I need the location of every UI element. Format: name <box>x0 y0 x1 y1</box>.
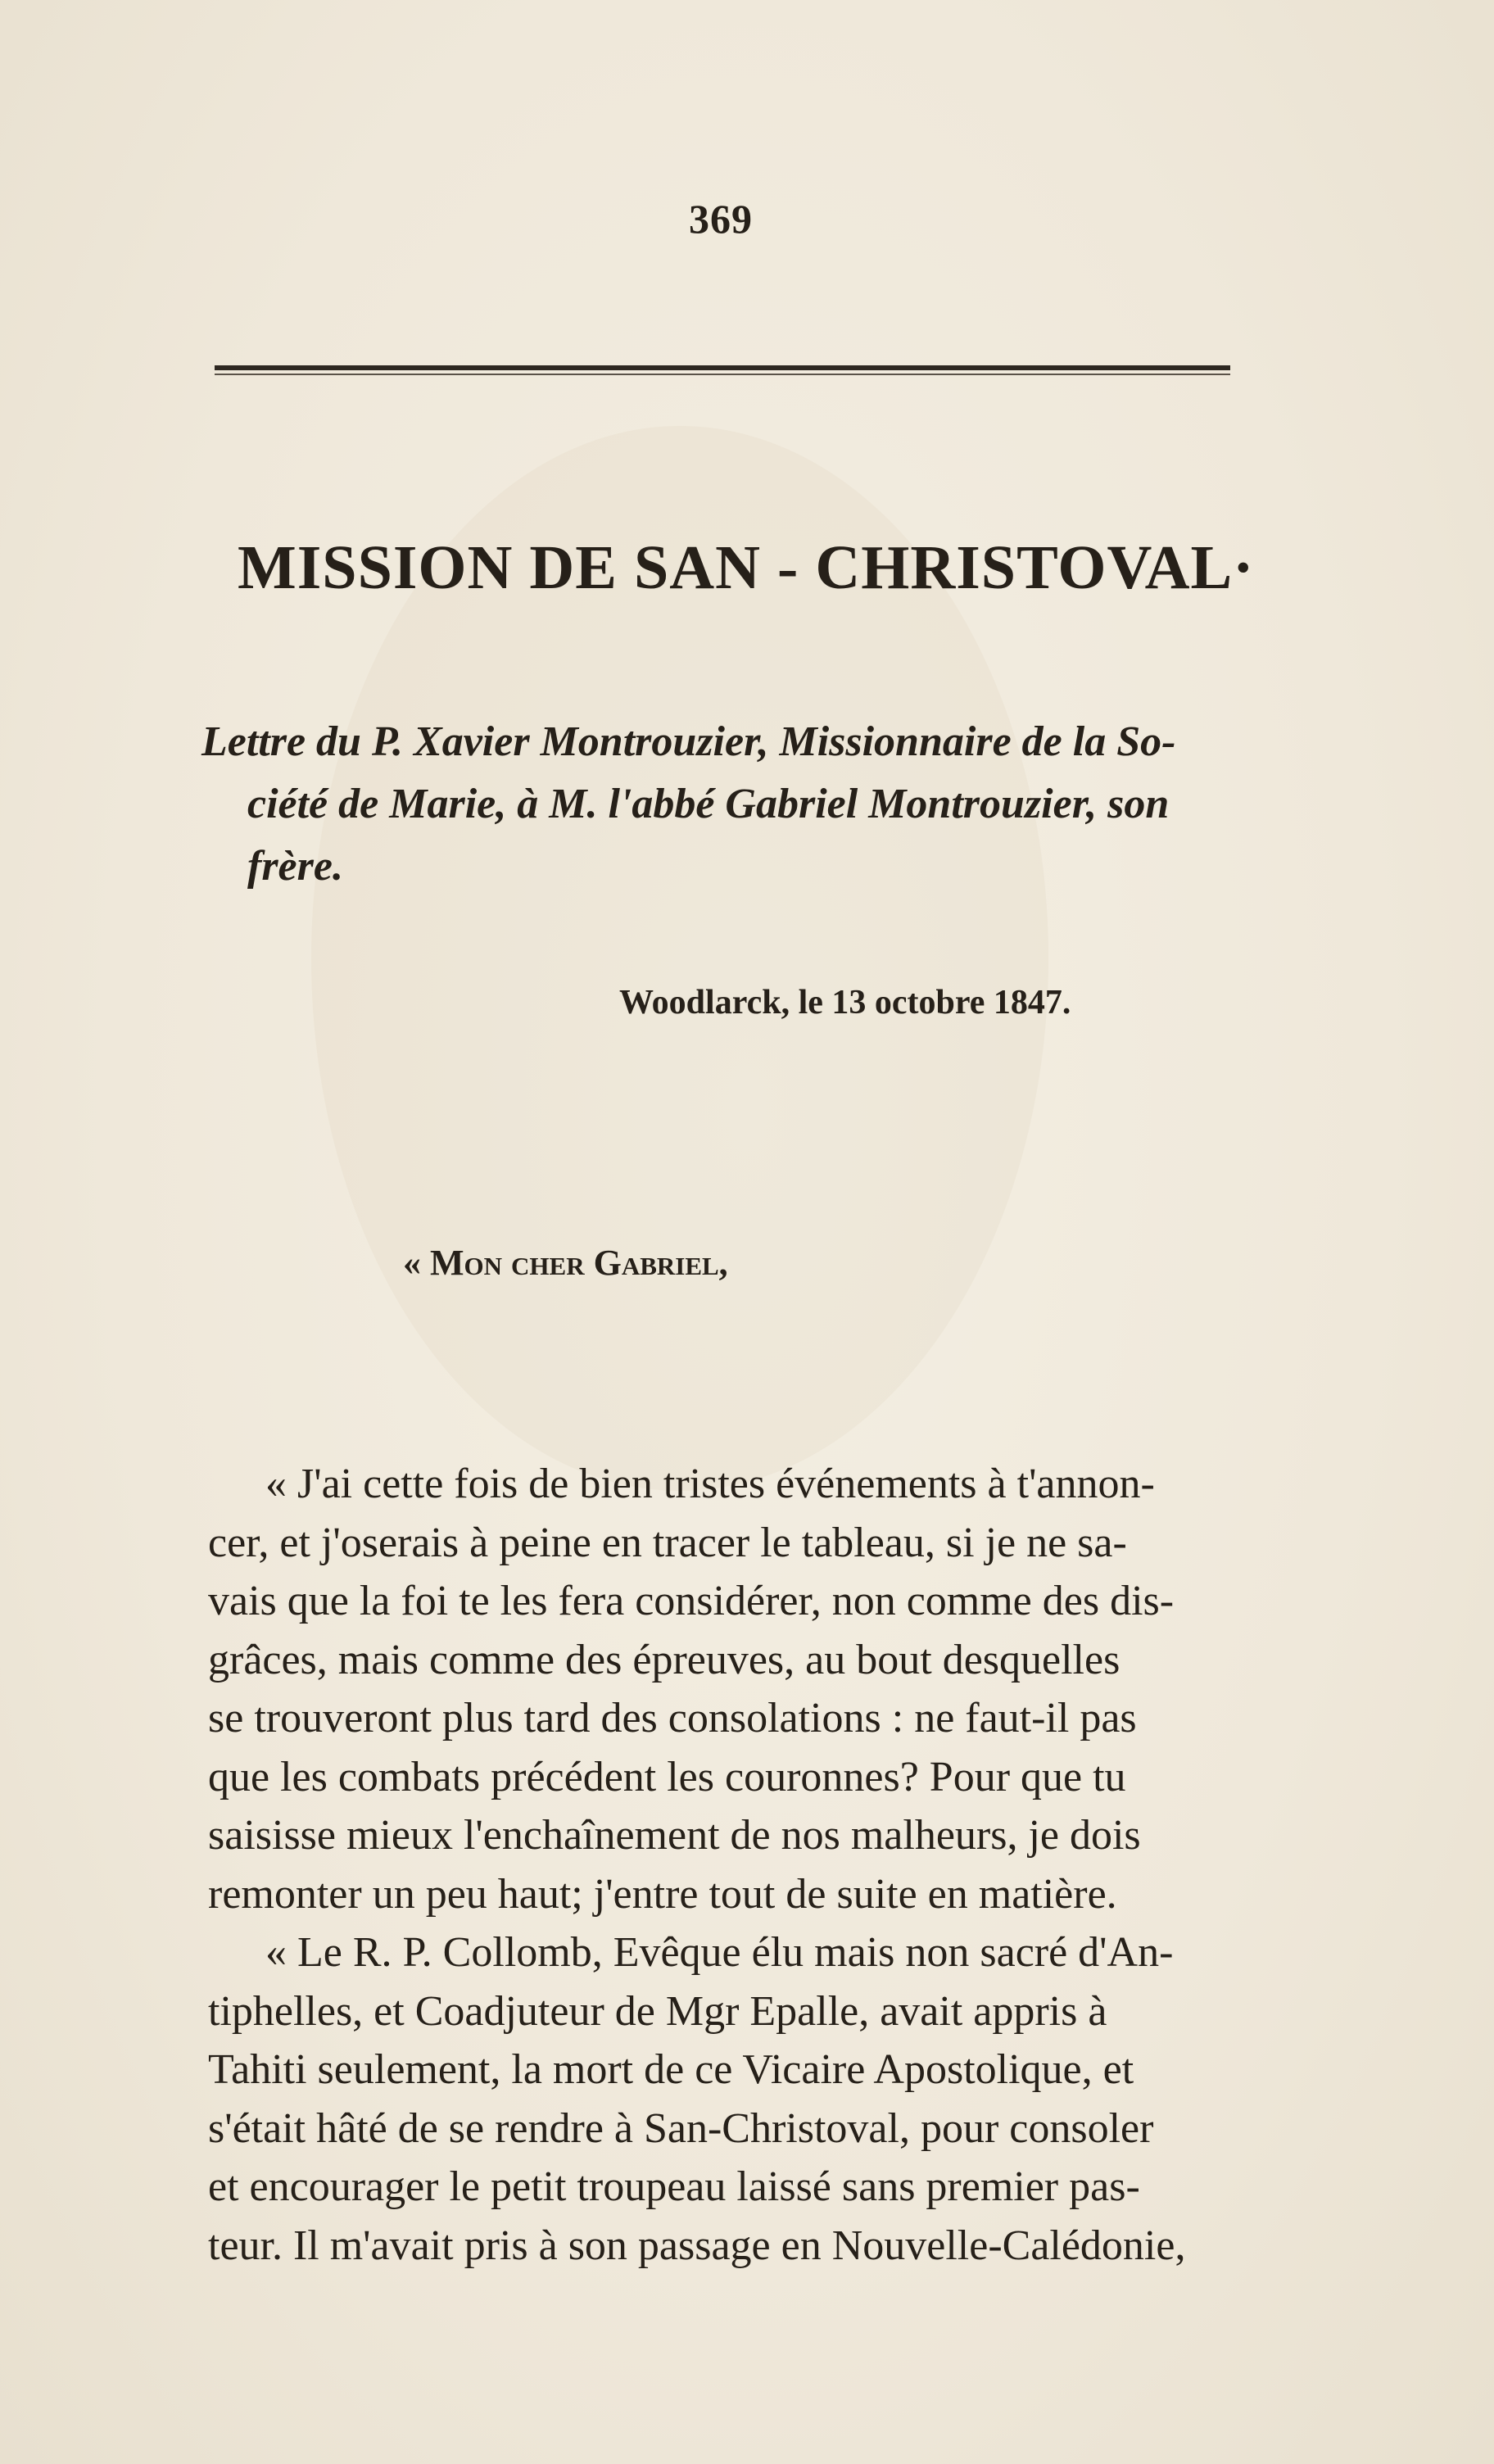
body-line: que les combats précédent les couronnes? Pour que tu <box>208 1753 1126 1800</box>
body-line: Tahiti seulement, la mort de ce Vicaire Apostolique, et <box>208 2046 1134 2093</box>
header-rule-thin <box>215 374 1230 375</box>
body-line: « J'ai cette fois de bien tristes événements à t'annon- <box>265 1461 1155 1507</box>
letter-body <box>208 1455 1273 2275</box>
subtitle-line: Lettre du P. Xavier Montrouzier, Missionnaire de la So- <box>201 718 1176 765</box>
article-subtitle <box>201 711 1266 898</box>
body-line: remonter un peu haut; j'entre tout de suite en matière. <box>208 1870 1117 1918</box>
body-line: tiphelles, et Coadjuteur de Mgr Epalle, avait appris à <box>208 1987 1107 2035</box>
body-line: et encourager le petit troupeau laissé sans premier pas- <box>208 2163 1140 2210</box>
body-line: cer, et j'oserais à peine en tracer le tableau, si je ne sa- <box>208 1519 1127 1566</box>
article-title: MISSION DE SAN - CHRISTOVAL· <box>238 533 1255 602</box>
body-line: vais que la foi te les fera considérer, non comme des dis- <box>208 1578 1175 1624</box>
letter-salutation: « Mon cher Gabriel, <box>403 1243 728 1283</box>
body-line: « Le R. P. Collomb, Evêque élu mais non sacré d'An- <box>265 1929 1174 1976</box>
body-line: saisisse mieux l'enchaînement de nos malheurs, je dois <box>208 1812 1141 1859</box>
body-line: se trouveront plus tard des consolations : ne faut-il pas <box>208 1695 1137 1742</box>
header-rule <box>215 365 1230 370</box>
letter-dateline: Woodlarck, le 13 octobre 1847. <box>619 984 1071 1021</box>
subtitle-line: frère. <box>247 843 343 890</box>
body-line: grâces, mais comme des épreuves, au bout desquelles <box>208 1636 1120 1683</box>
page-number: 369 <box>689 196 753 242</box>
subtitle-line: ciété de Marie, à M. l'abbé Gabriel Montrouzier, son <box>247 781 1170 827</box>
body-line: s'était hâté de se rendre à San-Christoval, pour consoler <box>208 2104 1154 2152</box>
body-line: teur. Il m'avait pris à son passage en Nouvelle-Calédonie, <box>208 2222 1186 2269</box>
